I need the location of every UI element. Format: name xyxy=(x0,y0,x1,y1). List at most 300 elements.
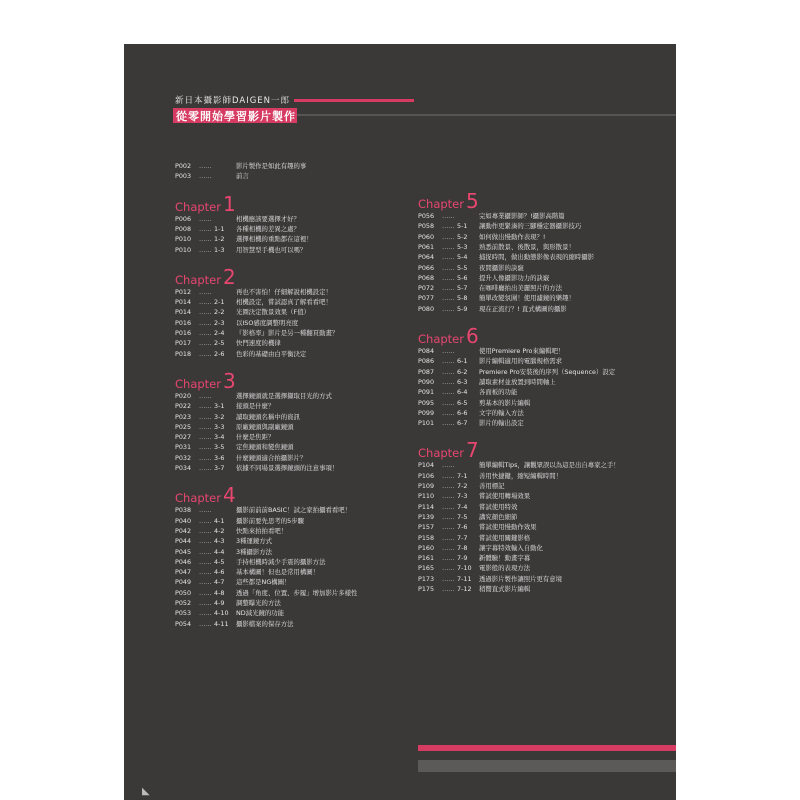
toc-entry[interactable] xyxy=(418,378,556,386)
toc-entry[interactable] xyxy=(175,339,281,347)
page-number: P080 xyxy=(418,304,435,313)
section-number: 3-7 xyxy=(214,464,225,472)
toc-entry[interactable] xyxy=(175,609,284,617)
section-title: 善用快捷鍵，縮短編輯時間！ xyxy=(479,471,563,480)
section-number: 4-2 xyxy=(214,526,225,535)
leader-dots: …… xyxy=(442,388,455,397)
page-number: P101 xyxy=(418,419,435,428)
section-title: 前言 xyxy=(236,172,249,181)
leader-dots: …… xyxy=(199,172,212,181)
section-title: 捕捉時間，做出動態影像表現的縮時攝影 xyxy=(479,253,595,262)
section-number: 3-5 xyxy=(214,443,225,452)
page-number: P040 xyxy=(175,516,192,525)
chapter-label: Chapter xyxy=(418,446,464,461)
section-title: 原廠鏡頭與副廠鏡頭 xyxy=(236,422,294,431)
leader-dots: …… xyxy=(199,547,212,556)
section-title: 接頭是什麼？ xyxy=(236,402,275,411)
toc-entry[interactable] xyxy=(418,513,517,521)
book-title: 從零開始學習影片製作 xyxy=(173,108,297,123)
section-number: 6-3 xyxy=(457,377,468,386)
section-title: 嘗試使用關鍵影格 xyxy=(479,533,531,542)
page-number: P173 xyxy=(418,574,435,583)
section-number: 7-2 xyxy=(457,482,468,490)
leader-dots: …… xyxy=(199,557,212,566)
section-title: 完如專業攝影師？!攝影高階篇 xyxy=(479,212,565,220)
section-number: 2-5 xyxy=(214,339,225,348)
section-title: 善用標記 xyxy=(479,482,505,490)
section-title: 熟悉前散景、後散景，與形散景！ xyxy=(479,242,575,251)
toc-entry[interactable] xyxy=(418,274,549,282)
toc-entry[interactable] xyxy=(175,298,332,306)
section-number: 5-3 xyxy=(457,242,468,251)
toc-entry[interactable] xyxy=(418,554,530,562)
page-number: P038 xyxy=(175,506,192,515)
section-title: 攝影前前前BASIC！試之家拍攝看看吧！ xyxy=(236,506,352,515)
section-title: 什麼是焦距？ xyxy=(236,433,275,442)
toc-entry[interactable] xyxy=(418,368,615,376)
page-number: P084 xyxy=(418,347,435,355)
page-number: P010 xyxy=(175,235,192,244)
section-number: 6-7 xyxy=(457,419,468,428)
chapter-number: 5 xyxy=(465,189,479,213)
section-number: 2-4 xyxy=(214,329,225,337)
toc-entry[interactable] xyxy=(175,392,332,400)
toc-entry[interactable] xyxy=(418,461,620,469)
leader-dots: …… xyxy=(442,377,455,386)
book-page xyxy=(124,44,676,800)
section-number: 4-6 xyxy=(214,568,225,577)
toc-entry[interactable] xyxy=(418,523,537,531)
section-number: 4-1 xyxy=(214,516,225,525)
chapter-number: 4 xyxy=(222,483,236,508)
section-title: 簡單改變氛圍！使用濾鏡的樂趣！ xyxy=(479,294,575,303)
toc-entry[interactable] xyxy=(175,527,287,535)
leader-dots: …… xyxy=(199,609,212,618)
page-number: P095 xyxy=(418,398,435,407)
chapter-number: 1 xyxy=(222,191,236,216)
section-title: 影片的輸出設定 xyxy=(479,419,524,428)
leader-dots: …… xyxy=(442,263,455,272)
page-number: P090 xyxy=(418,377,435,386)
page-number: P042 xyxy=(175,526,192,535)
toc-entry[interactable] xyxy=(175,599,281,607)
leader-dots: …… xyxy=(199,516,212,525)
toc-entry[interactable] xyxy=(175,235,313,243)
section-number: 2-6 xyxy=(214,349,225,358)
section-title: 定焦鏡頭和變焦鏡頭 xyxy=(236,443,294,452)
section-title: 讓字幕特效輸入自動化 xyxy=(479,543,543,552)
page-number: P050 xyxy=(175,588,192,597)
toc-entry[interactable] xyxy=(175,423,294,431)
section-title: 簡單編輯Tips，讓觀眾誤以為這是出自專家之手！ xyxy=(479,461,620,470)
page-number: P008 xyxy=(175,224,192,233)
page-number: P104 xyxy=(418,461,435,470)
leader-dots: …… xyxy=(442,461,455,470)
section-number: 5-5 xyxy=(457,263,468,272)
toc-entry[interactable] xyxy=(175,537,272,545)
section-title: 新體驗！動畫字幕 xyxy=(479,554,531,563)
section-title: 如何做出慢動作表現？! xyxy=(479,232,546,241)
page-number: P031 xyxy=(175,443,192,452)
section-title: 快門速度的機律 xyxy=(236,339,281,348)
leader-dots: …… xyxy=(442,347,455,355)
toc-entry[interactable] xyxy=(418,544,543,552)
leader-dots: …… xyxy=(199,412,212,421)
leader-dots: …… xyxy=(199,224,212,233)
toc-entry[interactable] xyxy=(418,575,562,583)
section-title: ND減光鏡的功能 xyxy=(236,609,285,618)
toc-entry[interactable] xyxy=(418,492,530,500)
page-number: P003 xyxy=(175,172,192,181)
toc-entry[interactable] xyxy=(175,308,310,316)
section-title: 相機設定，嘗試認真了解看看吧！ xyxy=(236,298,332,307)
chapter-number: 7 xyxy=(465,438,479,463)
section-number: 1-2 xyxy=(214,235,225,244)
section-title: Premiere Pro安裝後的序列（Sequence）設定 xyxy=(479,367,616,376)
page-number: P160 xyxy=(418,543,435,552)
toc-entry[interactable] xyxy=(418,243,575,251)
leader-dots: …… xyxy=(442,253,455,262)
leader-dots: …… xyxy=(442,543,455,552)
section-number: 5-6 xyxy=(457,273,468,282)
section-title: 用智慧型手機也可以嗎？ xyxy=(236,245,307,254)
page-number: P047 xyxy=(175,568,192,577)
section-title: 影片製作是如此有趣的事 xyxy=(236,162,307,170)
section-title: 以ISO感度調整明亮度 xyxy=(236,318,299,327)
section-number: 3-6 xyxy=(214,453,225,462)
section-title: 透過影片製作讓照片更有意境 xyxy=(479,574,563,583)
section-title: 這些都是NG構圖！ xyxy=(236,578,291,587)
page-number: P027 xyxy=(175,433,192,442)
toc-entry[interactable] xyxy=(175,402,274,410)
page-number: P053 xyxy=(175,609,192,618)
toc-entry[interactable] xyxy=(418,222,581,230)
toc-entry[interactable] xyxy=(175,246,306,254)
leader-dots: …… xyxy=(199,588,212,597)
leader-dots: …… xyxy=(199,287,212,296)
section-number: 6-4 xyxy=(457,388,468,397)
toc-entry[interactable] xyxy=(175,620,294,628)
leader-dots: …… xyxy=(442,408,455,417)
leader-dots: …… xyxy=(442,574,455,583)
page-number: P072 xyxy=(418,284,435,293)
chapter-number: 2 xyxy=(222,264,236,289)
page-number: P161 xyxy=(418,554,435,563)
section-title: 選擇相機的重點都在這裡！ xyxy=(236,235,313,244)
chapter-label: Chapter xyxy=(418,332,464,346)
leader-dots: …… xyxy=(442,564,455,573)
section-number: 4-11 xyxy=(214,619,229,628)
section-number: 2-2 xyxy=(214,308,225,317)
page-number: P157 xyxy=(418,523,435,532)
header-accent-line xyxy=(294,99,414,102)
section-number: 3-1 xyxy=(214,402,225,411)
section-title: 夜間攝影的訣竅 xyxy=(479,263,524,272)
toc-entry[interactable] xyxy=(418,264,524,272)
leader-dots: …… xyxy=(199,308,212,317)
section-number: 7-5 xyxy=(457,512,468,521)
section-title: 透過「角度、位置、步履」增加影片多樣性 xyxy=(236,588,358,597)
toc-entry[interactable] xyxy=(418,347,564,355)
leader-dots: …… xyxy=(199,235,212,244)
page-number: P018 xyxy=(175,349,192,358)
leader-dots: …… xyxy=(199,599,212,607)
toc-entry[interactable] xyxy=(418,253,594,261)
page-number: P058 xyxy=(418,222,435,231)
page-number: P061 xyxy=(418,242,435,251)
section-number: 3-3 xyxy=(214,422,225,431)
section-title: 再也不害怕！仔細解說相機設定！ xyxy=(236,287,332,296)
page-number: P046 xyxy=(175,557,192,566)
toc-entry[interactable] xyxy=(418,409,524,417)
leader-dots: …… xyxy=(199,578,212,587)
page-number: P023 xyxy=(175,412,192,421)
leader-dots: …… xyxy=(442,419,455,428)
section-title: 現在正流行？! 直式構圖的攝影 xyxy=(479,304,567,313)
toc-entry[interactable] xyxy=(418,388,517,396)
page-number: P158 xyxy=(418,533,435,542)
toc-entry[interactable] xyxy=(175,589,357,597)
toc-entry[interactable] xyxy=(418,212,565,220)
footer-gray-bar xyxy=(418,760,676,772)
page-number: P025 xyxy=(175,422,192,431)
section-number: 4-7 xyxy=(214,578,225,587)
page-number: P002 xyxy=(175,162,192,170)
toc-entry[interactable] xyxy=(418,284,562,292)
chapter-number: 3 xyxy=(222,368,236,393)
section-title: 嘗試使用慢動作效果 xyxy=(479,523,537,532)
section-number: 4-5 xyxy=(214,557,225,566)
toc-entry[interactable] xyxy=(418,503,517,511)
chapter-label: Chapter xyxy=(175,272,221,287)
toc-entry[interactable] xyxy=(175,454,306,462)
leader-dots: …… xyxy=(442,502,455,511)
section-title: 基本構圖！但也是常用構圖！ xyxy=(236,568,320,577)
leader-dots: …… xyxy=(442,232,455,241)
section-number: 5-2 xyxy=(457,232,468,241)
toc-entry[interactable] xyxy=(175,558,325,566)
chapter-label: Chapter xyxy=(418,197,464,211)
leader-dots: …… xyxy=(442,367,455,376)
leader-dots: …… xyxy=(199,318,212,327)
section-title: 嘗試使用特效 xyxy=(479,502,518,511)
toc-entry[interactable] xyxy=(175,162,306,170)
section-title: 各種相機的差異之處？ xyxy=(236,224,300,233)
toc-entry[interactable] xyxy=(175,464,338,472)
toc-entry[interactable] xyxy=(175,548,272,556)
page-number: P086 xyxy=(418,357,435,366)
section-number: 2-3 xyxy=(214,318,225,327)
chapter-heading-7 xyxy=(418,438,479,462)
toc-entry[interactable] xyxy=(418,472,562,480)
toc-entry[interactable] xyxy=(418,564,530,572)
section-title: 剪基本的影片編輯 xyxy=(479,398,531,407)
section-title: 光圈決定散景效果（F值） xyxy=(236,308,310,317)
section-title: 使用Premiere Pro來編輯吧！ xyxy=(479,347,565,355)
toc-entry[interactable] xyxy=(418,399,530,407)
section-number: 3-4 xyxy=(214,433,225,442)
leader-dots: …… xyxy=(199,619,212,628)
leader-dots: …… xyxy=(199,526,212,535)
leader-dots: …… xyxy=(199,329,212,337)
page-number: P165 xyxy=(418,564,435,573)
toc-entry[interactable] xyxy=(175,350,306,358)
leader-dots: …… xyxy=(199,402,212,411)
page-number: P012 xyxy=(175,287,192,296)
page-number: P068 xyxy=(418,273,435,282)
leader-dots: …… xyxy=(199,506,212,515)
section-number: 6-5 xyxy=(457,398,468,407)
leader-dots: …… xyxy=(199,453,212,462)
page-number: P006 xyxy=(175,214,192,223)
section-title: 文字的輸入方法 xyxy=(479,408,524,417)
toc-entry[interactable] xyxy=(175,433,274,441)
chapter-heading-3 xyxy=(175,369,236,393)
leader-dots: …… xyxy=(199,464,212,472)
toc-entry[interactable] xyxy=(175,517,304,525)
toc-entry[interactable] xyxy=(418,534,530,542)
leader-dots: …… xyxy=(442,523,455,532)
toc-entry[interactable] xyxy=(175,319,298,327)
page-number: P064 xyxy=(418,253,435,262)
toc-entry[interactable] xyxy=(418,294,575,302)
footer-accent-bar xyxy=(418,745,676,751)
page-number: P060 xyxy=(418,232,435,241)
section-title: 調整曝光的方法 xyxy=(236,599,281,607)
page-number: P017 xyxy=(175,339,192,348)
section-number: 7-3 xyxy=(457,492,468,501)
toc-entry[interactable] xyxy=(418,233,545,241)
chapter-heading-6 xyxy=(418,324,479,348)
section-title: 稍嚮直式影片編輯 xyxy=(479,585,531,593)
toc-entry[interactable] xyxy=(175,288,332,296)
section-number: 4-3 xyxy=(214,537,225,546)
page-number: P045 xyxy=(175,547,192,556)
section-title: 嘗試使用轉場效果 xyxy=(479,492,531,501)
toc-entry[interactable] xyxy=(418,585,530,593)
toc-entry[interactable] xyxy=(175,506,351,514)
leader-dots: …… xyxy=(442,482,455,490)
page-number: P109 xyxy=(418,482,435,490)
header-subtitle: 新日本攝影師DAIGEN一郎 xyxy=(175,96,291,106)
page-number: P114 xyxy=(418,502,435,511)
page-number: P175 xyxy=(418,585,435,593)
section-title: 依據不同場景選擇鏡頭的注意事項！ xyxy=(236,464,339,472)
leader-dots: …… xyxy=(199,568,212,577)
chapter-label: Chapter xyxy=(175,199,221,214)
toc-entry[interactable] xyxy=(175,568,319,576)
page-number: P087 xyxy=(418,367,435,376)
leader-dots: …… xyxy=(442,222,455,231)
section-number: 6-6 xyxy=(457,408,468,417)
page-number: P016 xyxy=(175,329,192,337)
section-title: 讀取鏡頭名稱中的資訊 xyxy=(236,412,300,421)
toc-entry[interactable] xyxy=(175,329,338,337)
toc-entry[interactable] xyxy=(175,413,300,421)
section-number: 5-7 xyxy=(457,284,468,293)
section-number: 7-7 xyxy=(457,533,468,542)
toc-entry[interactable] xyxy=(175,215,300,223)
chapter-label: Chapter xyxy=(175,376,221,391)
leader-dots: …… xyxy=(199,214,212,223)
section-title: 讀取素材並放置到時間軸上 xyxy=(479,377,556,386)
toc-entry[interactable] xyxy=(175,443,294,451)
section-number: 7-8 xyxy=(457,543,468,552)
section-number: 5-8 xyxy=(457,294,468,303)
section-title: 快點來拍拍看吧！ xyxy=(236,526,288,535)
leader-dots: …… xyxy=(199,298,212,307)
leader-dots: …… xyxy=(442,294,455,303)
section-title: 講究顏色細節 xyxy=(479,512,518,521)
toc-entry[interactable] xyxy=(175,172,249,180)
leader-dots: …… xyxy=(199,391,212,400)
toc-entry[interactable] xyxy=(418,419,524,427)
chapter-heading-4 xyxy=(175,483,236,507)
page-number: P016 xyxy=(175,318,192,327)
leader-dots: …… xyxy=(442,585,455,593)
section-number: 5-4 xyxy=(457,253,468,262)
leader-dots: …… xyxy=(442,492,455,501)
toc-entry[interactable] xyxy=(418,305,567,313)
page-number: P056 xyxy=(418,212,435,220)
leader-dots: …… xyxy=(442,273,455,282)
section-title: 『影格率』影片是另一種翻頁動畫？ xyxy=(236,329,339,337)
leader-dots: …… xyxy=(199,422,212,431)
leader-dots: …… xyxy=(442,533,455,542)
section-title: 影片編輯適用的電腦規格需求 xyxy=(479,357,563,366)
section-title: 電影般的表現方法 xyxy=(479,564,531,573)
section-number: 7-10 xyxy=(457,564,472,573)
chapter-number: 6 xyxy=(465,324,479,348)
section-title: 在咖啡廳拍出美麗照片的方法 xyxy=(479,284,563,293)
section-number: 2-1 xyxy=(214,298,225,307)
page-number: P044 xyxy=(175,537,192,546)
leader-dots: …… xyxy=(199,443,212,452)
page-number: P054 xyxy=(175,619,192,628)
section-number: 6-1 xyxy=(457,357,468,366)
toc-entry[interactable] xyxy=(175,225,300,233)
toc-entry[interactable] xyxy=(175,578,290,586)
page-number: P139 xyxy=(418,512,435,521)
leader-dots: …… xyxy=(199,537,212,546)
leader-dots: …… xyxy=(442,242,455,251)
section-title: 攝影前要先思考的5步驟 xyxy=(236,516,304,525)
section-title: 色彩的基礎由白平衡決定 xyxy=(236,349,307,358)
page-number: P014 xyxy=(175,308,192,317)
toc-entry[interactable] xyxy=(418,357,562,365)
section-number: 4-10 xyxy=(214,609,229,618)
page-number: P020 xyxy=(175,391,192,400)
section-title: 相機應該要選擇才好？ xyxy=(236,214,300,223)
section-title: 3種攝影方法 xyxy=(236,547,273,556)
page-number: P032 xyxy=(175,453,192,462)
section-number: 7-4 xyxy=(457,502,468,511)
section-number: 3-2 xyxy=(214,412,225,421)
leader-dots: …… xyxy=(442,554,455,563)
section-number: 7-11 xyxy=(457,574,472,583)
section-number: 1-1 xyxy=(214,224,225,233)
chapter-heading-2 xyxy=(175,265,236,289)
section-number: 4-8 xyxy=(214,588,225,597)
toc-entry[interactable] xyxy=(418,482,505,490)
page-number: P077 xyxy=(418,294,435,303)
leader-dots: …… xyxy=(442,284,455,293)
leader-dots: …… xyxy=(442,212,455,220)
section-number: 5-9 xyxy=(457,304,468,313)
page-number: P014 xyxy=(175,298,192,307)
leader-dots: …… xyxy=(442,357,455,366)
section-title: 手持相機時減少手震的攝影方法 xyxy=(236,557,326,566)
